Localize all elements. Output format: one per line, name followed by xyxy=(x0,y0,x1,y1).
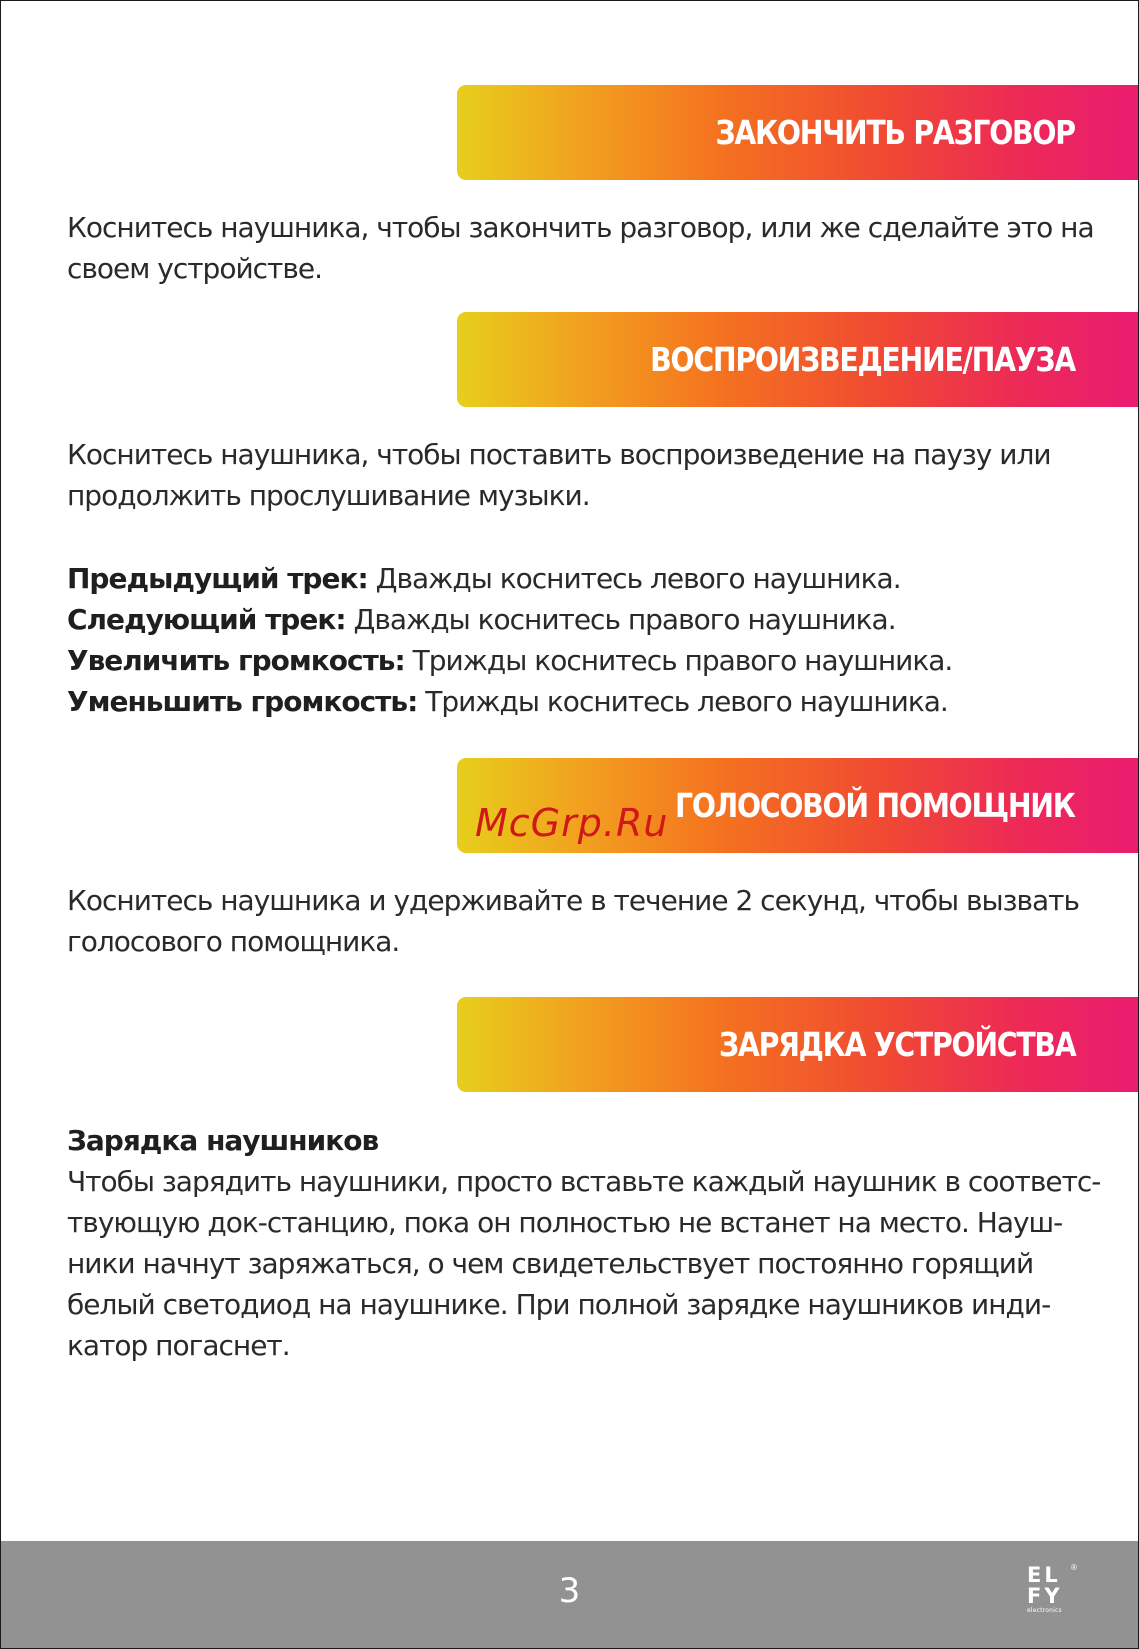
control-previous-track xyxy=(67,558,1087,599)
control-text: Дважды коснитесь левого наушника. xyxy=(367,562,901,595)
control-volume-up xyxy=(67,640,1087,681)
play-pause-paragraph xyxy=(67,434,1087,516)
controls-list xyxy=(67,558,1087,722)
page-footer xyxy=(1,1541,1138,1648)
section-title: ЗАРЯДКА УСТРОЙСТВА xyxy=(718,1025,1075,1064)
voice-assistant-paragraph xyxy=(67,880,1087,962)
page-number: 3 xyxy=(558,1571,581,1611)
control-next-track xyxy=(67,599,1087,640)
end-call-paragraph xyxy=(67,207,1094,289)
control-label: Увеличить громкость: xyxy=(67,644,405,677)
paragraph-line: своем устройстве. xyxy=(67,252,322,285)
section-banner-play-pause xyxy=(457,312,1139,407)
section-title: ЗАКОНЧИТЬ РАЗГОВОР xyxy=(715,113,1075,152)
logo-mark-top: EL xyxy=(1027,1563,1061,1587)
paragraph-line: Чтобы зарядить наушники, просто вставьте каждый наушник в соответс- xyxy=(67,1165,1101,1198)
paragraph-line: катор погаснет. xyxy=(67,1329,290,1362)
section-title: ГОЛОСОВОЙ ПОМОЩНИК xyxy=(675,786,1075,825)
charging-subtitle: Зарядка наушников xyxy=(67,1124,379,1157)
logo-subtitle: electronics xyxy=(1027,1607,1062,1614)
paragraph-line: ники начнут заряжаться, о чем свидетельствует постоянно горящий xyxy=(67,1247,1034,1280)
control-label: Уменьшить громкость: xyxy=(67,685,418,718)
section-title: ВОСПРОИЗВЕДЕНИЕ/ПАУЗА xyxy=(650,340,1075,379)
paragraph-line: твующую док-станцию, пока он полностью не встанет на место. Науш- xyxy=(67,1206,1063,1239)
paragraph-line: продолжить прослушивание музыки. xyxy=(67,479,590,512)
control-label: Предыдущий трек: xyxy=(67,562,368,595)
control-volume-down xyxy=(67,681,1087,722)
paragraph-line: голосового помощника. xyxy=(67,925,400,958)
paragraph-line: белый светодиод на наушнике. При полной зарядке наушников инди- xyxy=(67,1288,1051,1321)
paragraph-line: Коснитесь наушника и удерживайте в течение 2 секунд, чтобы вызвать xyxy=(67,884,1079,917)
section-banner-charging xyxy=(457,997,1139,1092)
section-banner-end-call xyxy=(457,85,1139,180)
control-text: Трижды коснитесь левого наушника. xyxy=(417,685,948,718)
control-text: Дважды коснитесь правого наушника. xyxy=(345,603,896,636)
paragraph-line: Коснитесь наушника, чтобы закончить разговор, или же сделайте это на xyxy=(67,211,1094,244)
logo-mark-bottom: FY xyxy=(1027,1584,1063,1608)
control-text: Трижды коснитесь правого наушника. xyxy=(404,644,953,677)
brand-logo xyxy=(1027,1565,1077,1625)
control-label: Следующий трек: xyxy=(67,603,346,636)
paragraph-line: Коснитесь наушника, чтобы поставить воспроизведение на паузу или xyxy=(67,438,1051,471)
charging-paragraph xyxy=(67,1120,1101,1366)
registered-icon: ® xyxy=(1071,1563,1077,1572)
watermark: McGrp.Ru xyxy=(475,801,669,845)
